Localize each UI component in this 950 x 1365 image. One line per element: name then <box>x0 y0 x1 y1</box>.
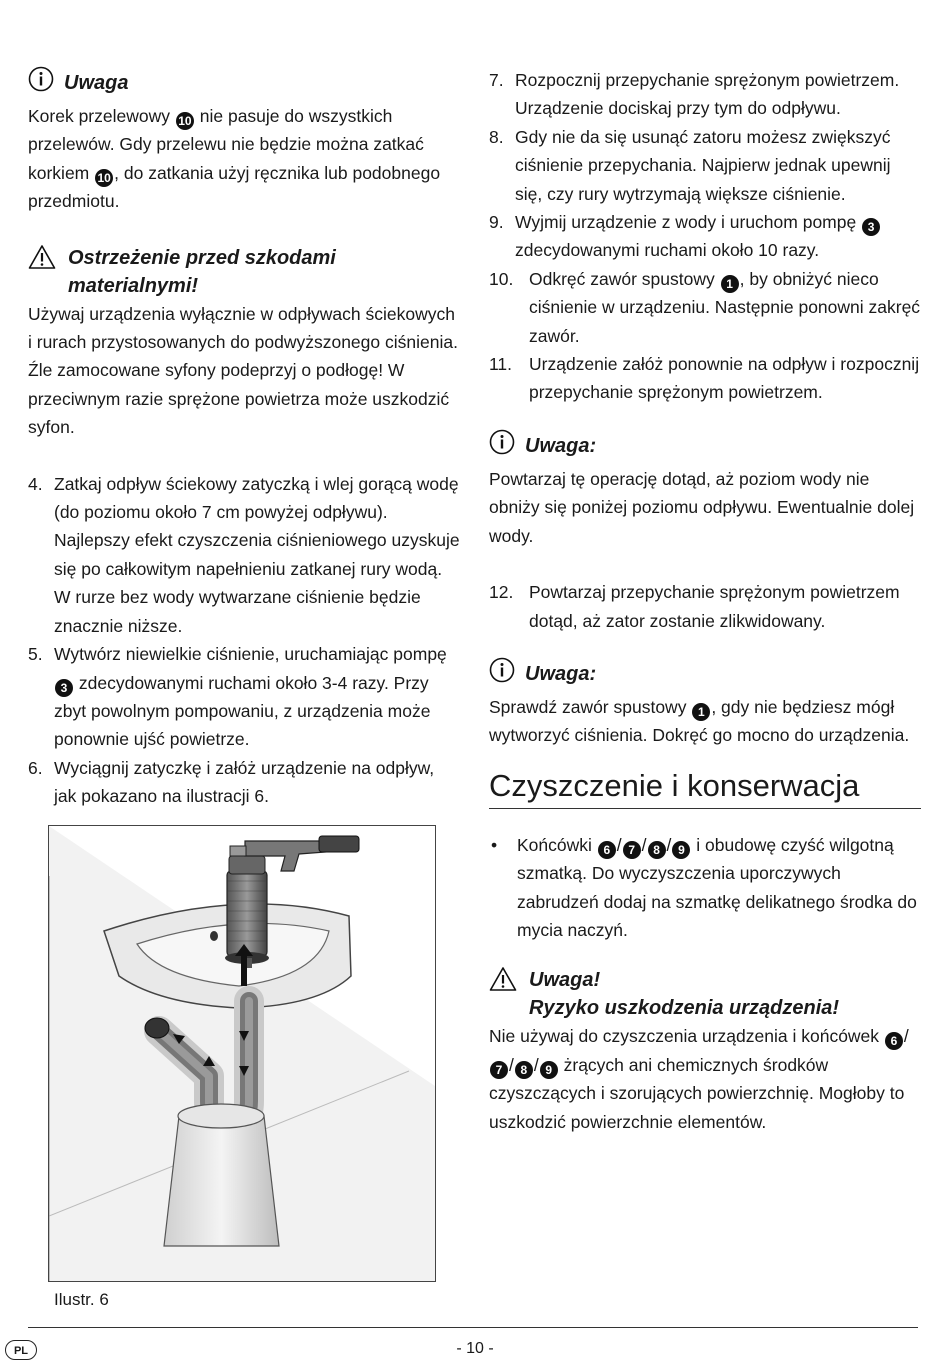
step-number: 4. <box>28 473 43 494</box>
step-number: 8. <box>489 126 504 147</box>
ref-marker: 7 <box>623 841 641 859</box>
step-item <box>28 754 460 811</box>
warning-icon <box>28 244 56 278</box>
ref-marker: 8 <box>515 1061 533 1079</box>
step-text: Wyciągnij zatyczkę i załóż urządzenie na odpływ, jak pokazano na ilustracji 6. <box>54 757 435 807</box>
warning-text: Używaj urządzenia wyłącznie w odpływach ściekowych i rurach przystosowanych do podwyższonego ciśnienia. Źle zamocowane syfony podeprzyj o podłogę! W przeciwnym razie sprężone powietrza może uszkodzić syfon. <box>28 303 458 438</box>
notice-title: Uwaga: <box>525 434 597 457</box>
step-number: 5. <box>28 644 43 665</box>
right-column <box>489 66 921 1136</box>
step-item <box>489 578 921 635</box>
ref-marker: 3 <box>862 218 880 236</box>
info-icon <box>28 66 54 100</box>
step-item <box>489 66 921 123</box>
warning-title-line1: Uwaga! <box>529 969 601 992</box>
ref-marker: 7 <box>490 1061 508 1079</box>
figure-caption: Ilustr. 6 <box>54 1290 109 1309</box>
step-text: Odkręć zawór spustowy 1 , by obniżyć nieco ciśnienie w urządzeniu. Następnie ponowni zakręć zawór. <box>529 268 921 346</box>
info-icon <box>489 429 515 463</box>
notice-text: Powtarzaj tę operację dotąd, aż poziom wody nie obniży się poniżej poziomu odpływu. Ewentualnie dolej wody. <box>489 468 915 546</box>
steps-list <box>28 470 460 811</box>
step-item <box>489 208 921 265</box>
language-badge: PL <box>5 1340 37 1360</box>
step-text: Powtarzaj przepychanie sprężonym powietrzem dotąd, aż zator zostanie zlikwidowany. <box>529 582 900 631</box>
warning-title-line2: materialnymi! <box>68 274 199 297</box>
bullet-text: Końcówki 6 / 7 / 8 / 9 i obudowę czyść wilgotną szmatką. Do wyczyszczenia uporczywych zabrudzeń dodaj na szmatkę delikatnego środka do mycia naczyń. <box>517 834 917 940</box>
ref-marker: 8 <box>648 841 666 859</box>
drain-cleaner-illustration <box>49 826 435 1281</box>
ref-marker: 10 <box>95 169 113 187</box>
step-number: 6. <box>28 757 43 778</box>
left-column <box>28 66 460 811</box>
illustration-6 <box>48 825 436 1282</box>
step-text: Zatkaj odpływ ściekowy zatyczką i wlej gorącą wodę (do poziomu około 7 cm powyżej odpływu). Najlepszy efekt czyszczenia ciśnieniowego uzyskuje się po całkowitym napełnieniu zatkanej rury wodą. W rurze bez wody wytwarzane ciśnienie będzie znacznie niższe. <box>54 473 460 636</box>
notice-title: Uwaga: <box>525 662 597 685</box>
ref-marker: 1 <box>692 703 710 721</box>
warning-icon <box>489 966 517 1000</box>
warning-text: Nie używaj do czyszczenia urządzenia i końcówek 6 /7 / 8 / 9 żrących ani chemicznych środków czyszczących i szorujących powierzchnię. Mogłoby to uszkodzić powierzchnie elementów. <box>489 1026 909 1132</box>
section-title: Czyszczenie i konserwacja <box>489 766 921 809</box>
ref-marker: 1 <box>721 275 739 293</box>
step-number: 9. <box>489 212 504 233</box>
warning-title-line1: Ostrzeżenie przed szkodami <box>68 246 336 269</box>
info-icon <box>489 657 515 691</box>
step-item <box>489 265 921 350</box>
step-item <box>28 470 460 640</box>
step-item <box>28 640 460 754</box>
notice-text: Korek przelewowy 10 nie pasuje do wszystkich przelewów. Gdy przelewu nie będzie można zatkać korkiem 10 , do zatkania użyj ręcznika lub podobnego przedmiotu. <box>28 106 441 212</box>
step-text: Wyjmij urządzenie z wody i uruchom pompę 3 zdecydowanymi ruchami około 10 razy. <box>515 208 921 265</box>
steps-list <box>489 578 921 635</box>
ref-marker: 6 <box>598 841 616 859</box>
step-text: Urządzenie załóż ponownie na odpływ i rozpocznij przepychanie sprężonym powietrzem. <box>529 354 920 403</box>
ref-marker: 3 <box>55 679 73 697</box>
notice-text: Sprawdź zawór spustowy 1 , gdy nie będziesz mógł wytworzyć ciśnienia. Dokręć go mocno do urządzenia. <box>489 696 910 746</box>
bullet-item <box>489 831 921 945</box>
step-number: 7. <box>489 70 504 90</box>
steps-list <box>489 66 921 407</box>
warning-heading <box>489 966 921 1022</box>
step-text: Rozpocznij przepychanie sprężonym powietrzem. Urządzenie dociskaj przy tym do odpływu. <box>515 70 900 119</box>
notice-heading <box>28 66 460 100</box>
step-text: Wytwórz niewielkie ciśnienie, uruchamiając pompę 3 zdecydowanymi ruchami około 3-4 razy. Przy zbyt powolnym pompowaniu, z urządzenia może ponownie ujść powietrze. <box>54 644 447 750</box>
notice-heading <box>489 429 921 463</box>
step-item <box>489 350 921 407</box>
page-number: - 10 - <box>456 1340 494 1357</box>
step-item <box>489 123 921 208</box>
warning-heading <box>28 244 460 300</box>
notice-title: Uwaga <box>64 72 129 94</box>
notice-heading <box>489 657 921 691</box>
step-number: 12. <box>489 582 514 603</box>
step-text: Gdy nie da się usunąć zatoru możesz zwiększyć ciśnienie przepychania. Najpierw jednak upewnij się, czy rury wytrzymają większe ciśnienie. <box>515 126 891 204</box>
ref-marker: 6 <box>885 1032 903 1050</box>
bullet-dot: • <box>491 834 498 855</box>
footer-divider <box>28 1327 918 1328</box>
warning-title-line2: Ryzyko uszkodzenia urządzenia! <box>529 997 840 1020</box>
step-number: 10. <box>489 268 514 289</box>
bullet-list <box>489 831 921 945</box>
ref-marker: 9 <box>540 1061 558 1079</box>
ref-marker: 9 <box>672 841 690 859</box>
step-number: 11. <box>489 354 513 375</box>
ref-marker: 10 <box>176 112 194 130</box>
